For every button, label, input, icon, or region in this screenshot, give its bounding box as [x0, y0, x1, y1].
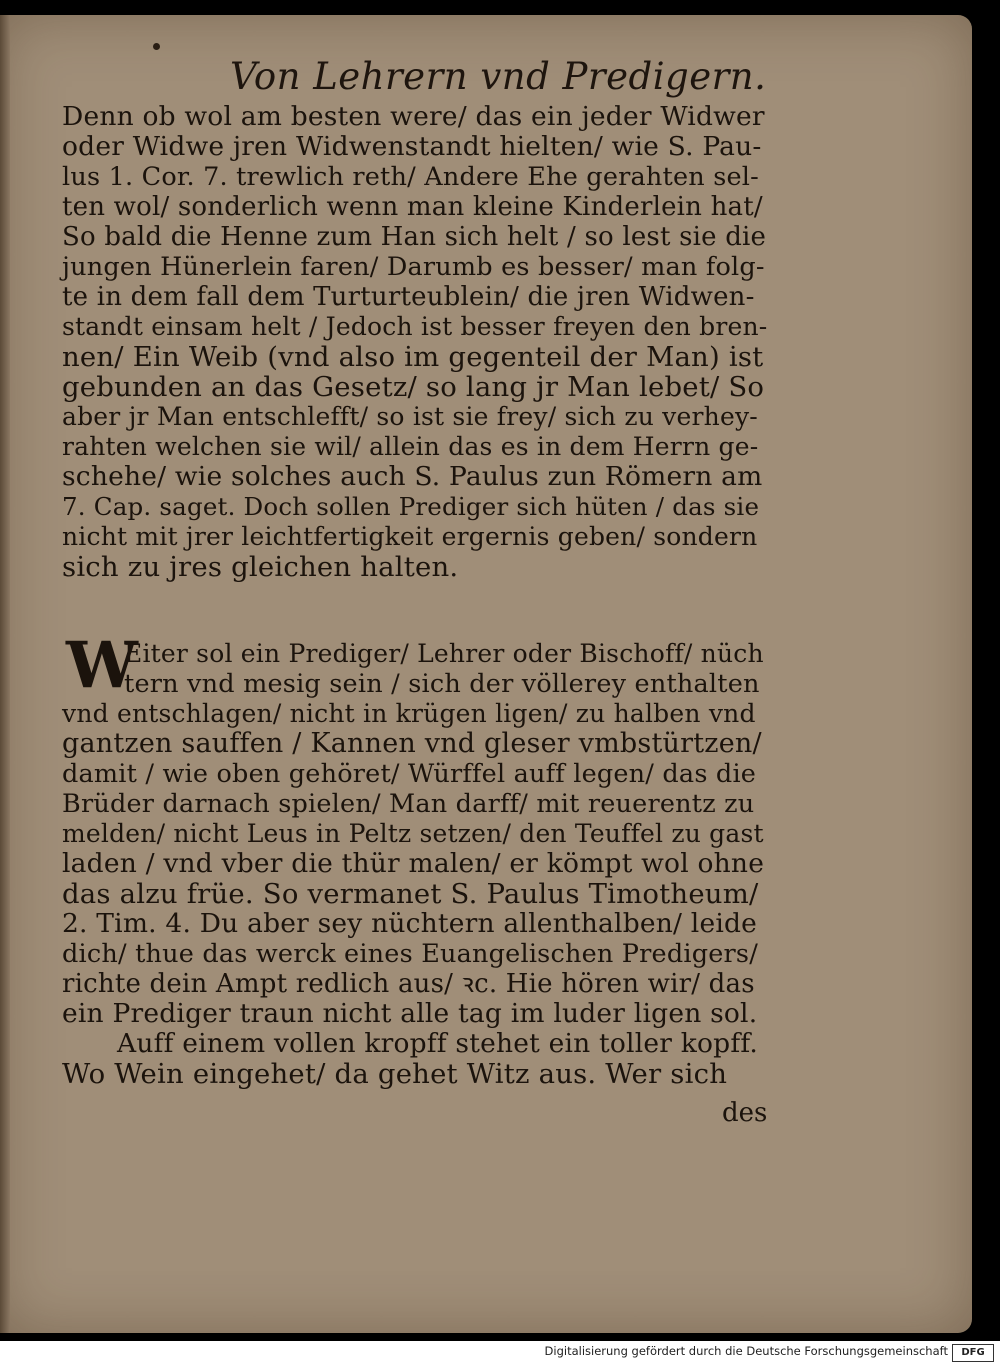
text-line: das alzu früe. So vermanet S. Paulus Timotheum/ — [62, 878, 759, 910]
text-line: richte dein Ampt redlich aus/ ꝛc. Hie hören wir/ das — [62, 969, 755, 999]
text-line: gebunden an das Gesetz/ so lang jr Man lebet/ So — [62, 371, 765, 403]
text-line: vnd entschlagen/ nicht in krügen ligen/ zu halben vnd — [62, 699, 756, 728]
ink-dot — [153, 43, 160, 50]
text-line: So bald die Henne zum Han sich helt / so lest sie die — [62, 222, 767, 252]
page-gutter — [0, 15, 10, 1333]
text-line: dich/ thue das werck eines Euangelischen Predigers/ — [62, 939, 758, 969]
text-line: Wo Wein eingehet/ da gehet Witz aus. Wer sich — [62, 1058, 728, 1090]
dfg-logo: DFG — [952, 1344, 994, 1362]
text-line: gantzen sauffen / Kannen vnd gleser vmbstürtzen/ — [62, 728, 762, 759]
text-line: nen/ Ein Weib (vnd also im gegenteil der Man) ist — [62, 341, 764, 373]
text-line: jungen Hünerlein faren/ Darumb es besser/ man folg- — [62, 252, 765, 282]
text-line: 2. Tim. 4. Du aber sey nüchtern allenthalben/ leide — [62, 908, 758, 939]
running-head: Von Lehrern vnd Predigern. — [230, 55, 767, 98]
initial-letter: W — [66, 628, 138, 703]
text-line: sich zu jres gleichen halten. — [62, 551, 459, 583]
text-line: ein Prediger traun nicht alle tag im luder ligen sol. — [62, 998, 758, 1029]
text-line: laden / vnd vber die thür malen/ er kömpt wol ohne — [62, 848, 765, 879]
text-line: schehe/ wie solches auch S. Paulus zun Römern am — [62, 461, 763, 492]
text-line: rahten welchen sie wil/ allein das es in dem Herrn ge- — [62, 432, 759, 461]
text-line: lus 1. Cor. 7. trewlich reth/ Andere Ehe gerahten sel- — [62, 162, 759, 192]
footer-bar — [0, 1341, 1000, 1364]
catchword: des — [722, 1098, 768, 1128]
book-page — [0, 15, 972, 1333]
text-line: melden/ nicht Leus in Peltz setzen/ den Teuffel zu gast — [62, 819, 764, 848]
text-line: ten wol/ sonderlich wenn man kleine Kinderlein hat/ — [62, 192, 763, 222]
text-line: damit / wie oben gehöret/ Würffel auff legen/ das die — [62, 759, 757, 789]
text-line: aber jr Man entschlefft/ so ist sie frey/ sich zu verhey- — [62, 402, 758, 431]
text-line: Eiter sol ein Prediger/ Lehrer oder Bischoff/ nüch — [124, 639, 764, 668]
text-line: oder Widwe jren Widwenstandt hielten/ wie S. Pau- — [62, 131, 762, 162]
text-line: nicht mit jrer leichtfertigkeit ergernis geben/ sondern — [62, 522, 758, 551]
text-line: 7. Cap. saget. Doch sollen Prediger sich hüten / das sie — [62, 492, 760, 521]
text-line: Brüder darnach spielen/ Man darff/ mit reuerentz zu — [62, 789, 755, 819]
funding-notice: Digitalisierung gefördert durch die Deutsche Forschungsgemeinschaft — [544, 1344, 948, 1358]
text-line: standt einsam helt / Jedoch ist besser freyen den bren- — [62, 312, 768, 341]
text-line: Auff einem vollen kropff stehet ein toller kopff. — [117, 1028, 759, 1059]
text-line: te in dem fall dem Turturteublein/ die jren Widwen- — [62, 282, 755, 312]
text-line: Denn ob wol am besten were/ das ein jeder Widwer — [62, 101, 765, 132]
text-line: tern vnd mesig sein / sich der völlerey enthalten — [124, 669, 760, 699]
